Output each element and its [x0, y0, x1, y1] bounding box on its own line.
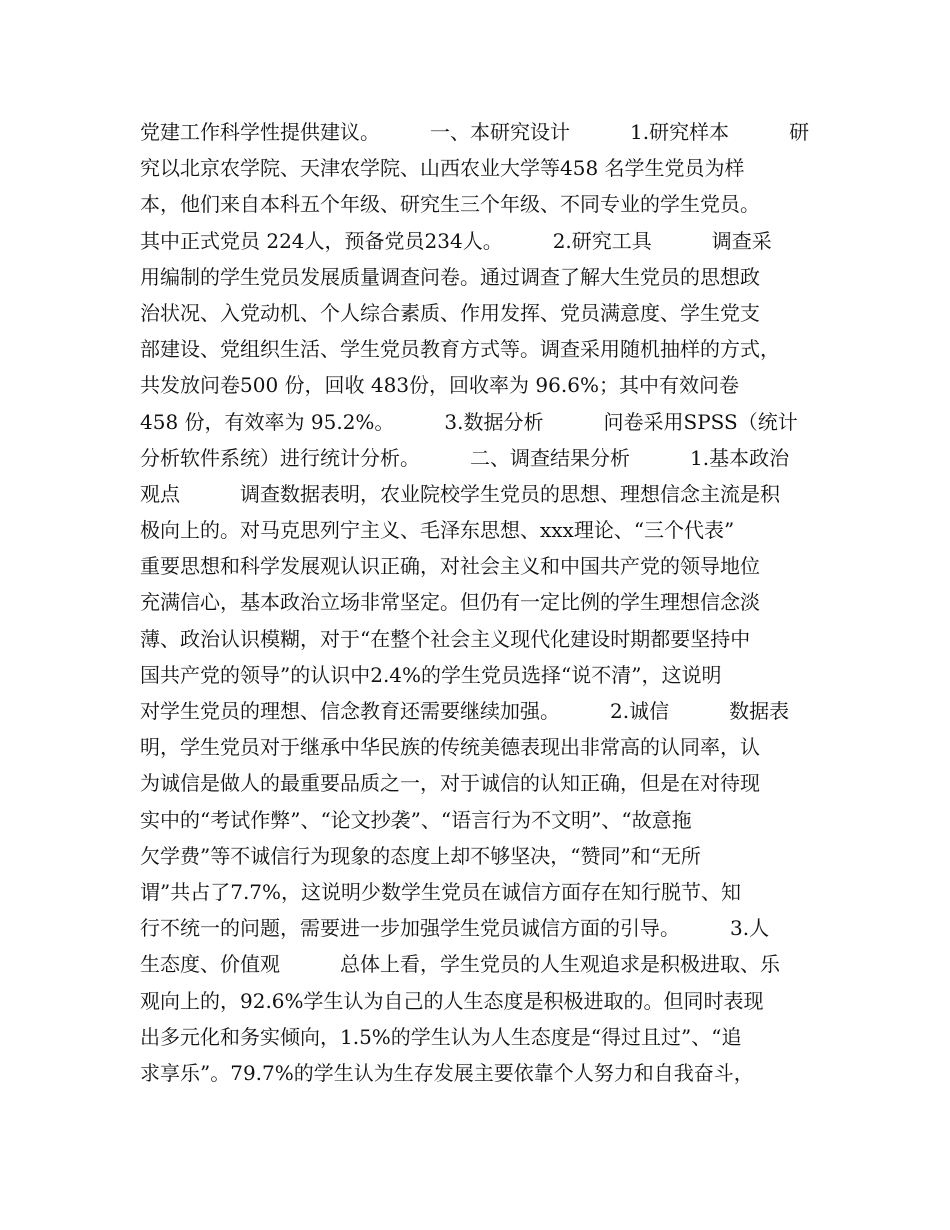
text-line-9: 458 份，有效率为 95.2%。 3.数据分析 问卷采用SPSS（统计 — [140, 409, 798, 434]
text-line-27: 求享乐”。79.7%的学生认为生存发展主要依靠个人努力和自我奋斗， — [140, 1060, 754, 1085]
text-line-20: 实中的“考试作弊”、“论文抄袭”、“语言行为不文明”、“故意拖 — [140, 807, 692, 832]
text-line-17: 对学生党员的理想、信念教育还需要继续加强。 2.诚信 数据表 — [140, 699, 790, 723]
text-line-6: 治状况、入党动机、个人综合素质、作用发挥、党员满意度、学生党支 — [140, 300, 760, 325]
text-line-19: 为诚信是做人的最重要品质之一，对于诚信的认知正确，但是在对待现 — [140, 771, 760, 796]
text-line-16: 国共产党的领导”的认识中2.4%的学生党员选择“说不清”，这说明 — [140, 662, 722, 687]
text-line-2: 究以北京农学院、天津农学院、山西农业大学等458 名学生党员为样 — [140, 156, 745, 181]
text-line-13: 重要思想和科学发展观认识正确，对社会主义和中国共产党的领导地位 — [140, 554, 760, 579]
text-line-11: 观点 调查数据表明，农业院校学生党员的思想、理想信念主流是积 — [140, 481, 780, 506]
text-line-24: 生态度、价值观 总体上看，学生党员的人生观追求是积极进取、乐 — [140, 952, 780, 977]
text-line-10: 分析软件系统）进行统计分析。 二、调查结果分析 1.基本政治 — [140, 445, 790, 470]
text-line-26: 出多元化和务实倾向，1.5%的学生认为人生态度是“得过且过”、“追 — [140, 1024, 742, 1049]
text-line-8: 共发放问卷500 份，回收 483份，回收率为 96.6%；其中有效问卷 — [140, 373, 739, 398]
text-line-21: 欠学费”等不诚信行为现象的态度上却不够坚决，“赞同”和“无所 — [140, 843, 701, 868]
text-line-12: 极向上的。对马克思列宁主义、毛泽东思想、xxx理论、“三个代表” — [140, 518, 735, 543]
text-line-3: 本，他们来自本科五个年级、研究生三个年级、不同专业的学生党员。 — [140, 192, 760, 217]
text-line-1: 党建工作科学性提供建议。 一、本研究设计 1.研究样本 研 — [140, 120, 810, 144]
text-line-5: 用编制的学生党员发展质量调查问卷。通过调查了解大生党员的思想政 — [140, 264, 760, 289]
text-line-7: 部建设、党组织生活、学生党员教育方式等。调查采用随机抽样的方式， — [140, 337, 780, 362]
text-line-4: 其中正式党员 224人，预备党员234人。 2.研究工具 调查采 — [140, 228, 772, 253]
body-text — [140, 114, 830, 1091]
text-line-25: 观向上的，92.6%学生认为自己的人生态度是积极进取的。但同时表现 — [140, 988, 764, 1013]
text-line-14: 充满信心，基本政治立场非常坚定。但仍有一定比例的学生理想信念淡 — [140, 590, 760, 615]
text-line-23: 行不统一的问题，需要进一步加强学生党员诚信方面的引导。 3.人 — [140, 916, 770, 941]
text-line-22: 谓”共占了7.7%，这说明少数学生党员在诚信方面存在知行脱节、知 — [140, 879, 742, 904]
text-line-15: 薄、政治认识模糊，对于“在整个社会主义现代化建设时期都要坚持中 — [140, 626, 751, 651]
text-line-18: 明，学生党员对于继承中华民族的传统美德表现出非常高的认同率，认 — [140, 735, 760, 760]
